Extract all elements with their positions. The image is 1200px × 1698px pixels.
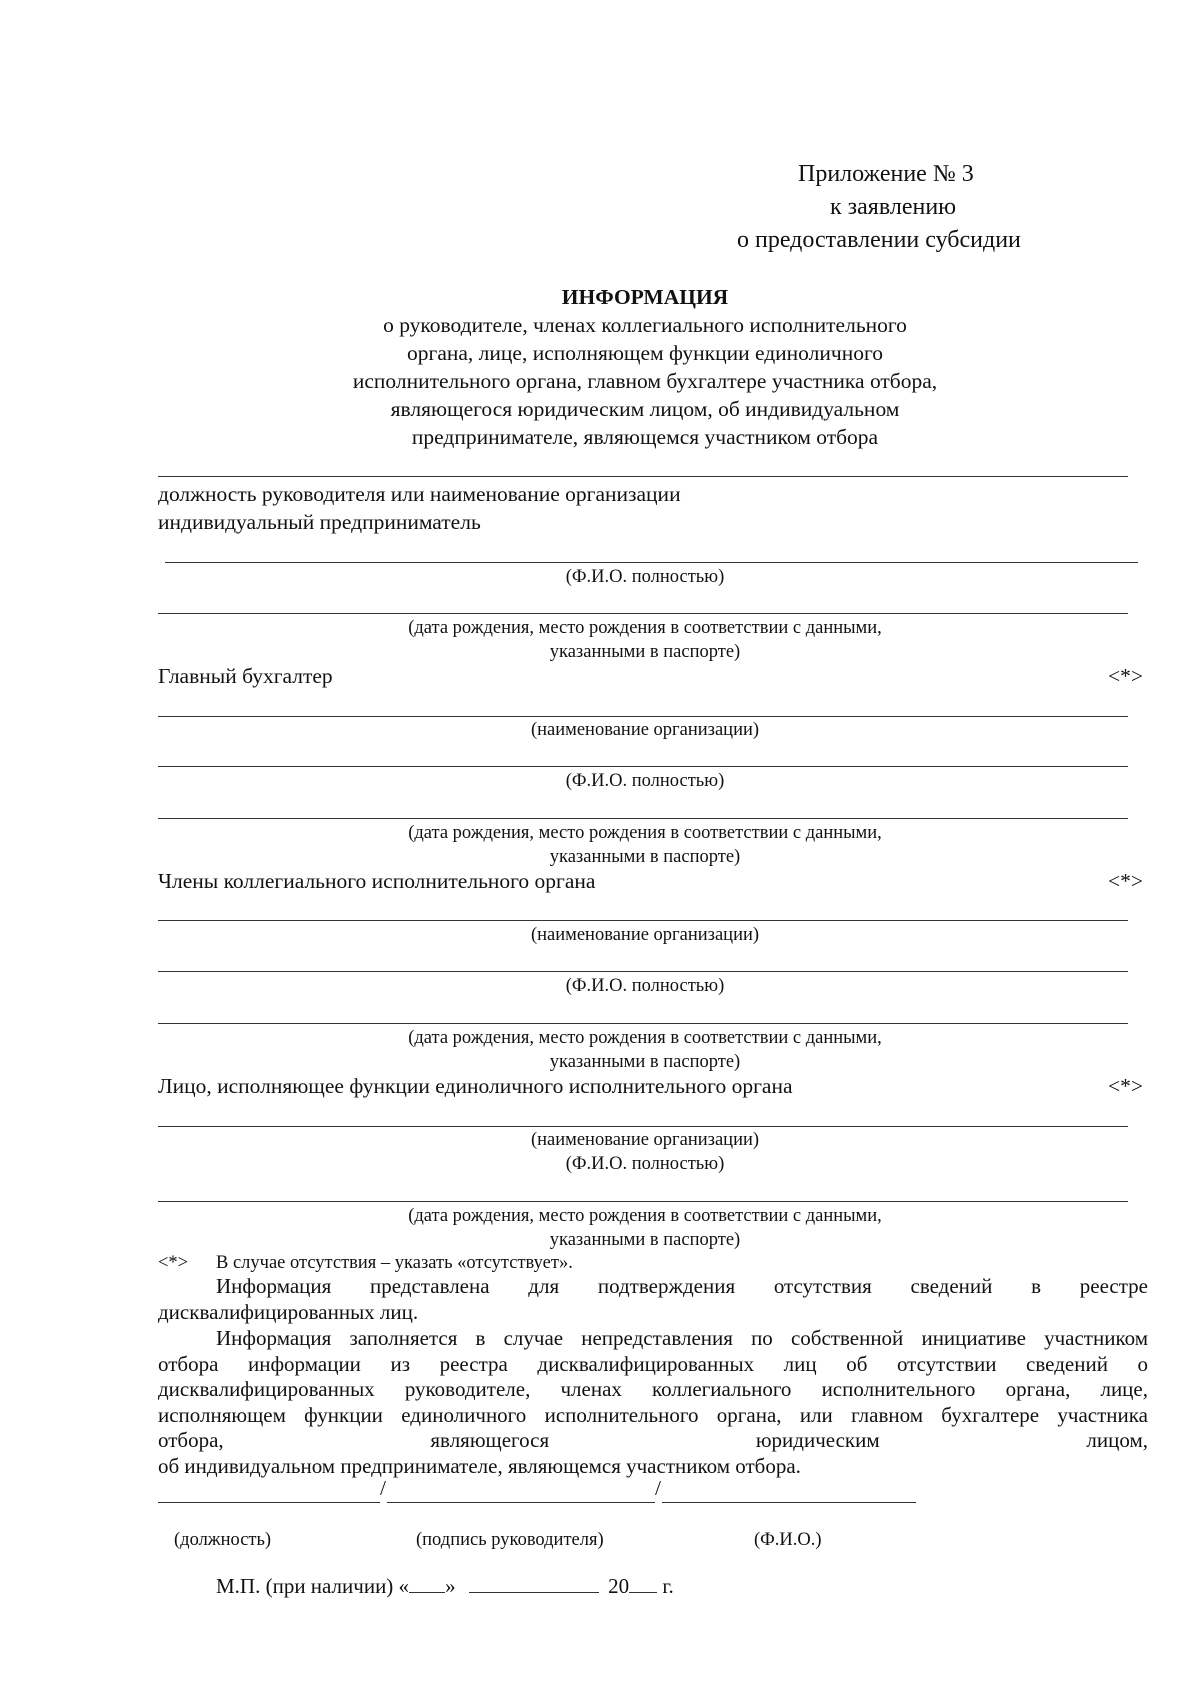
fill-line[interactable]: [158, 818, 1128, 819]
fill-line[interactable]: [158, 716, 1128, 717]
name-caption: (Ф.И.О.): [754, 1530, 822, 1550]
stamp-prefix: М.П. (при наличии) «: [216, 1574, 410, 1598]
birth-caption: указанными в паспорте): [549, 1052, 741, 1072]
document-title: ИНФОРМАЦИЯ: [561, 285, 729, 309]
position-signature-line[interactable]: [158, 1502, 380, 1503]
fill-line[interactable]: [158, 971, 1128, 972]
title-line: исполнительного органа, главном бухгалтере участника отбора,: [352, 369, 938, 393]
info-fill-paragraph: [158, 1326, 1148, 1479]
year-field[interactable]: [629, 1572, 657, 1593]
fill-line[interactable]: [158, 1126, 1128, 1127]
birth-caption: указанными в паспорте): [549, 847, 741, 867]
title-line: являющегося юридическим лицом, об индивидуальном: [390, 397, 900, 421]
birth-caption: (дата рождения, место рождения в соответствии с данными,: [408, 1206, 882, 1226]
birth-caption: (дата рождения, место рождения в соответствии с данными,: [408, 823, 882, 843]
fio-caption: (Ф.И.О. полностью): [565, 771, 725, 791]
title-line: о руководителе, членах коллегиального исполнительного: [383, 313, 907, 337]
fill-line[interactable]: [158, 1023, 1128, 1024]
paragraph-line: исполняющем функции единоличного исполнительного органа, или главном бухгалтере участника: [158, 1402, 1148, 1427]
birth-caption: (дата рождения, место рождения в соответствии с данными,: [408, 618, 882, 638]
fill-line[interactable]: [165, 562, 1138, 563]
title-line: органа, лице, исполняющем функции единоличного: [407, 341, 883, 365]
entrepreneur-label: индивидуальный предприниматель: [158, 510, 481, 534]
slash-separator: /: [380, 1476, 386, 1500]
stamp-date-line: [216, 1572, 674, 1600]
fill-line[interactable]: [158, 476, 1128, 477]
footnote-mark: <*>: [158, 1253, 189, 1273]
footnote-text: В случае отсутствия – указать «отсутствует».: [216, 1253, 573, 1273]
fill-line[interactable]: [158, 1201, 1128, 1202]
info-purpose-line: дисквалифицированных лиц.: [158, 1300, 419, 1324]
slash-separator: /: [655, 1476, 661, 1500]
footnote-mark: <*>: [1108, 869, 1144, 893]
fill-line[interactable]: [158, 766, 1128, 767]
sole-executive-heading: Лицо, исполняющее функции единоличного исполнительного органа: [158, 1074, 793, 1098]
signature-line[interactable]: [387, 1502, 655, 1503]
info-purpose-line: Информация представлена для подтверждения отсутствия сведений в реестре: [216, 1274, 1148, 1298]
head-position-label: должность руководителя или наименование организации: [158, 482, 681, 506]
appendix-subject: о предоставлении субсидии: [737, 227, 1021, 253]
appendix-number: Приложение № 3: [798, 161, 974, 187]
month-field[interactable]: [469, 1572, 599, 1593]
signature-caption: (подпись руководителя): [416, 1530, 604, 1550]
birth-caption: указанными в паспорте): [549, 1230, 741, 1250]
org-caption: (наименование организации): [530, 925, 760, 945]
chief-accountant-heading: Главный бухгалтер: [158, 664, 333, 688]
position-caption: (должность): [174, 1530, 272, 1550]
day-field[interactable]: [409, 1572, 445, 1593]
birth-caption: указанными в паспорте): [549, 642, 741, 662]
paragraph-line: отбора, являющегося юридическим лицом,: [158, 1428, 1148, 1452]
board-members-heading: Члены коллегиального исполнительного органа: [158, 869, 596, 893]
year-prefix: 20: [608, 1574, 630, 1598]
org-caption: (наименование организации): [530, 720, 760, 740]
paragraph-line: об индивидуальном предпринимателе, являющемся участником отбора.: [158, 1453, 801, 1478]
year-suffix: г.: [662, 1574, 674, 1598]
quote-close: »: [445, 1574, 456, 1598]
birth-caption: (дата рождения, место рождения в соответствии с данными,: [408, 1028, 882, 1048]
footnote-mark: <*>: [1108, 664, 1144, 688]
fill-line[interactable]: [158, 613, 1128, 614]
appendix-ref: к заявлению: [830, 194, 957, 220]
fio-caption: (Ф.И.О. полностью): [565, 1154, 725, 1174]
fio-caption: (Ф.И.О. полностью): [565, 976, 725, 996]
paragraph-line: дисквалифицированных руководителе, членах коллегиального исполнительного органа, лице,: [158, 1377, 1148, 1401]
name-signature-line[interactable]: [662, 1502, 916, 1503]
paragraph-line: отбора информации из реестра дисквалифицированных лиц об отсутствии сведений о: [158, 1351, 1148, 1376]
paragraph-line: Информация заполняется в случае непредставления по собственной инициативе участником: [216, 1326, 1148, 1350]
fill-line[interactable]: [158, 920, 1128, 921]
fio-caption: (Ф.И.О. полностью): [565, 567, 725, 587]
org-caption: (наименование организации): [530, 1130, 760, 1150]
footnote-mark: <*>: [1108, 1074, 1144, 1098]
title-line: предпринимателе, являющемся участником отбора: [411, 425, 879, 449]
